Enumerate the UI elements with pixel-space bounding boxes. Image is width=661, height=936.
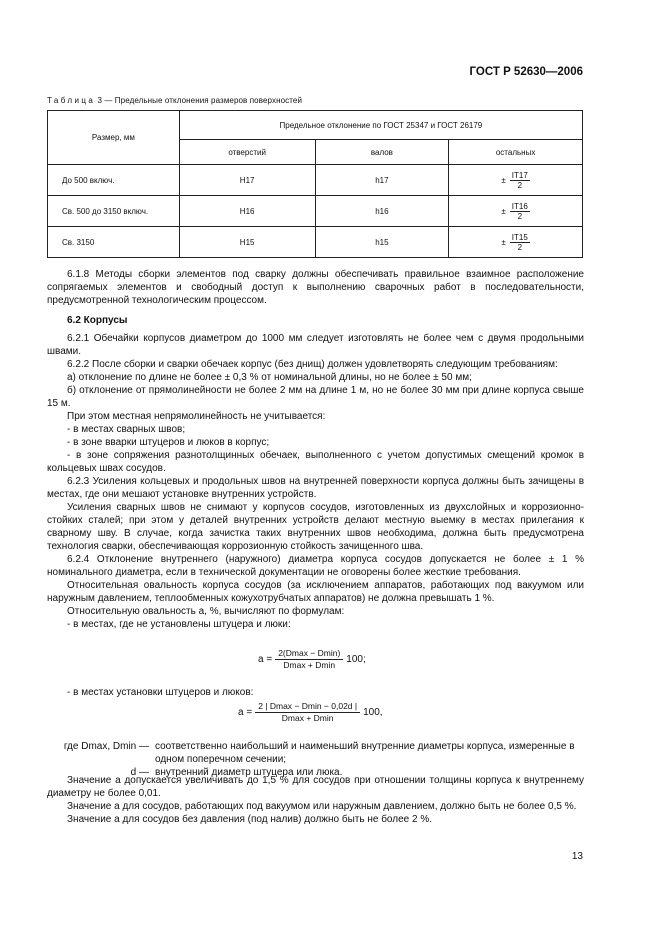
paragraph-6-2-2: 6.2.2 После сборки и сварки обечаек корпус (без днищ) должен удовлетворять следующим требованиям: <box>67 359 558 370</box>
frac-num: IT16 <box>511 201 528 211</box>
paragraph-ovality: Относительная овальность корпуса сосудов (за исключением аппаратов, работающих под вакуумом или наружным давлением, теплообменных кожухотрубчатых аппаратов) не должна превышать 1 %. <box>47 580 584 604</box>
list-item-formula-1: - в местах, где не установлены штуцера и люки: <box>67 619 291 630</box>
header-size: Размер, мм <box>48 111 180 165</box>
cell-other <box>449 227 583 258</box>
pm-sign: ± <box>501 237 506 247</box>
formula-1-numerator: 2(Dmax − Dmin) <box>275 648 343 660</box>
table-caption <box>47 96 302 105</box>
paragraph-6-2-1: 6.2.1 Обечайки корпусов диаметром до 1000 мм следует изготовлять не более чем с двумя продольными швами. <box>47 333 584 357</box>
pm-sign: ± <box>501 206 506 216</box>
list-item: - в зоне вварки штуцеров и люков в корпус; <box>67 437 270 448</box>
cell-shafts: h17 <box>315 165 449 196</box>
cell-size: Св. 3150 <box>48 227 180 258</box>
body-block-1 <box>47 268 584 631</box>
body-block-3 <box>47 774 584 826</box>
frac-den: 2 <box>517 180 523 190</box>
paragraph-6-1-8: 6.1.8 Методы сборки элементов под сварку должны обеспечивать правильное взаимное расположение сопрягаемых элементов и свободный доступ к выполнению сварочных работ в последовательности, предусмотренной технологическим процессом. <box>47 269 584 306</box>
table-caption-text: 3 — Предельные отклонения размеров поверхностей <box>97 96 303 105</box>
paragraph-local: При этом местная непрямолинейность не учитывается: <box>67 411 326 422</box>
where-desc-dmax-dmin: соответственно наибольший и наименьший внутренние диаметры корпуса, измеренные в одном поперечном сечении; <box>155 741 575 765</box>
cell-shafts: h15 <box>315 227 449 258</box>
where-desc-d: внутренний диаметр штуцера или люка. <box>155 767 343 778</box>
header-other: остальных <box>449 140 583 165</box>
header-holes: отверстий <box>179 140 315 165</box>
list-item: - в зоне сопряжения разнотолщинных обечаек, выполненного с учетом допустимых смещений кромок в кольцевых швах сосудов. <box>47 450 584 474</box>
frac-den: 2 <box>517 242 523 252</box>
deviation-table <box>47 110 583 258</box>
formula-2-denominator: Dmax + Dmin <box>281 713 334 723</box>
paragraph-a-value-1: Значение a допускается увеличивать до 1,5 % для сосудов при отношении толщины корпуса к внутреннему диаметру не более 0,01. <box>47 775 584 799</box>
formula-2-tail: 100, <box>363 707 383 718</box>
where-term-dmax-dmin: где Dmax, Dmin — <box>63 741 149 752</box>
header-shafts: валов <box>315 140 449 165</box>
table-row <box>48 165 583 196</box>
formula-2 <box>238 701 383 724</box>
paragraph-formulas-intro: Относительную овальность a, %, вычисляют по формулам: <box>67 606 345 617</box>
table-row <box>48 196 583 227</box>
section-heading-6-2: 6.2 Корпусы <box>67 315 128 326</box>
paragraph-6-2-3-cont: Усиления сварных швов не снимают у корпусов сосудов, изготовленных из двухслойных и коррозионно-стойких сталей; при этом у деталей внутренних устройств делают местную выемку в местах прилегания к сварному шву. В случае, когда зачистка таких внутренних швов необходима, должна быть предусмотрена технология сварки, обеспечивающая коррозионную стойкость зачищенного шва. <box>47 502 584 552</box>
list-item: - в местах сварных швов; <box>67 424 186 435</box>
formula-2-numerator: 2 | Dmax − Dmin − 0,02d | <box>255 701 360 713</box>
header-group: Предельное отклонение по ГОСТ 25347 и ГОСТ 26179 <box>179 111 582 140</box>
body-block-2 <box>47 686 584 699</box>
paragraph-a-value-3: Значение a для сосудов без давления (под налив) должно быть не более 2 %. <box>67 814 433 825</box>
page-number: 13 <box>571 851 583 862</box>
formula-1 <box>258 648 366 671</box>
list-item-formula-2: - в местах установки штуцеров и люков: <box>67 687 254 698</box>
cell-holes: H16 <box>179 196 315 227</box>
cell-other <box>449 165 583 196</box>
formula-2-lhs: a = <box>238 707 253 718</box>
cell-other <box>449 196 583 227</box>
frac-num: IT17 <box>511 170 528 180</box>
list-item-b: б) отклонение от прямолинейности не более 2 мм на длине 1 м, но не более 30 мм при длине корпуса свыше 15 м. <box>47 385 584 409</box>
paragraph-a-value-2: Значение a для сосудов, работающих под вакуумом или наружным давлением, должно быть не более 0,5 %. <box>67 801 577 812</box>
formula-1-lhs: a = <box>258 654 273 665</box>
table-row <box>48 227 583 258</box>
cell-holes: H17 <box>179 165 315 196</box>
table-caption-word: Таблица <box>47 96 96 105</box>
frac-den: 2 <box>517 211 523 221</box>
frac-num: IT15 <box>511 232 528 242</box>
paragraph-6-2-3: 6.2.3 Усиления кольцевых и продольных швов на внутренней поверхности корпуса должны быть зачищены в местах, где они мешают установке внутренних устройств. <box>47 476 584 500</box>
paragraph-6-2-4: 6.2.4 Отклонение внутреннего (наружного) диаметра корпуса сосудов допускается не более ± 1 % номинального диаметра, если в технической документации не оговорены более жесткие требования. <box>47 554 584 578</box>
cell-holes: H15 <box>179 227 315 258</box>
document-id: ГОСТ Р 52630—2006 <box>469 66 583 78</box>
cell-size: Св. 500 до 3150 включ. <box>48 196 180 227</box>
formula-1-tail: 100; <box>346 654 366 665</box>
cell-shafts: h16 <box>315 196 449 227</box>
formula-1-denominator: Dmax + Dmin <box>283 660 336 670</box>
cell-size: До 500 включ. <box>48 165 180 196</box>
list-item-a: а) отклонение по длине не более ± 0,3 % от номинальной длины, но не более ± 50 мм; <box>67 372 472 383</box>
where-term-d: d — <box>130 767 149 778</box>
pm-sign: ± <box>501 175 506 185</box>
